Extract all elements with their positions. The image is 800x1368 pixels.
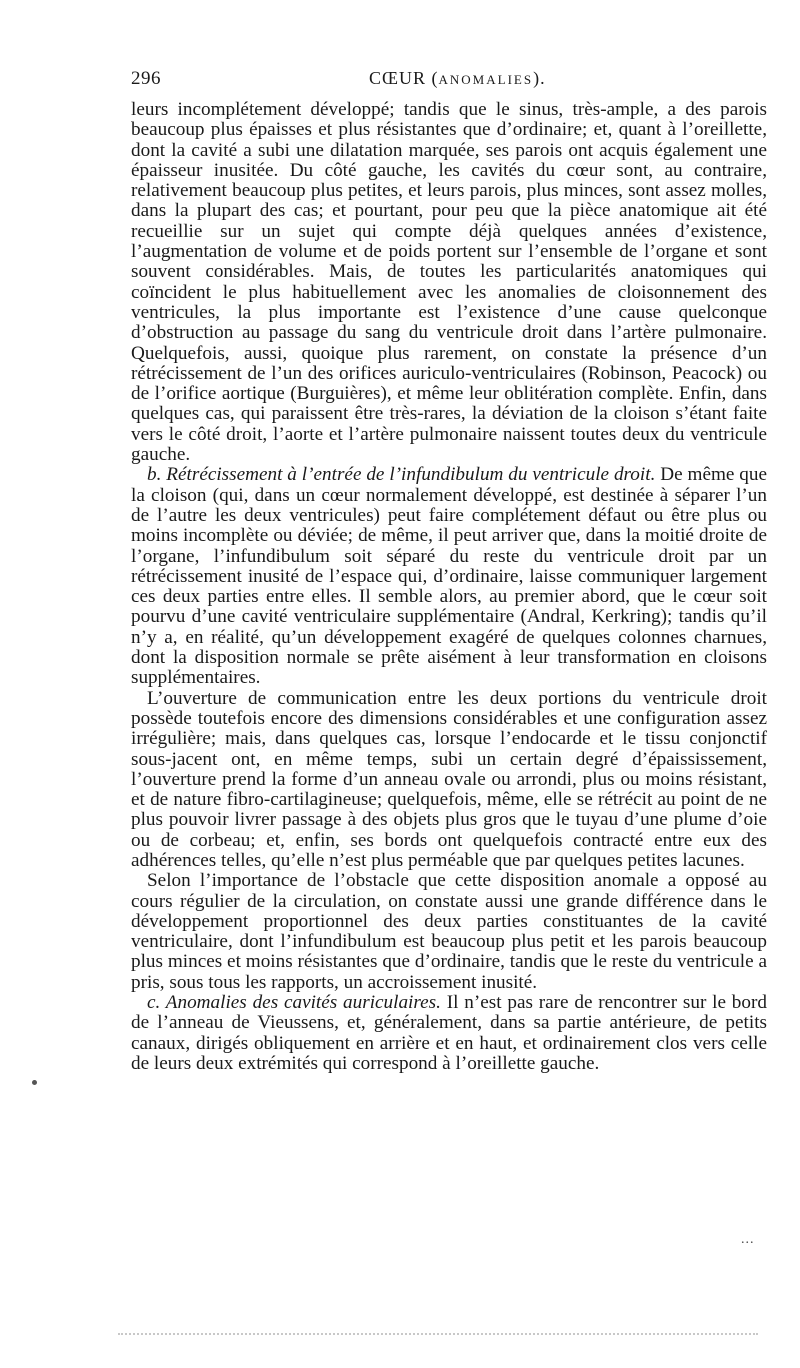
paragraph-obstacle: Selon l’importance de l’obstacle que cette disposition anomale a opposé au cours régulier de la circulation, on constate aussi une grande différence dans le développement proportionnel des deux parties constituantes de la cavité ventriculaire, dont l’infundibulum est beaucoup plus petit et les parois beaucoup plus minces et moins résistantes que d’ordinaire, tandis que le reste du ventricule a pris, sous tous les rapports, un accroissement inusité. <box>131 870 767 993</box>
margin-speck <box>32 1080 37 1085</box>
paragraph-section-b <box>131 465 767 688</box>
paragraph-section-c <box>131 993 767 1074</box>
running-title: CŒUR <box>369 68 427 88</box>
running-head: CŒUR (ANOMALIES). <box>369 68 546 88</box>
section-b-heading: b. Rétrécissement à l’entrée de l’infundibulum du ventricule droit. <box>147 464 656 486</box>
bleed-through-line <box>118 1333 758 1335</box>
section-c-heading: c. Anomalies des cavités auriculaires. <box>147 992 441 1014</box>
page-number: 296 <box>131 68 161 89</box>
body-text <box>131 100 767 1074</box>
paragraph-opening: L’ouverture de communication entre les deux portions du ventricule droit possède toutefois encore des dimensions considérables et une configuration assez irrégulière; mais, dans quelques cas, lorsque l’endocarde et le tissu conjonctif sous-jacent ont, en même temps, subi un certain degré d’épaississement, l’ouverture prend la forme d’un anneau ovale ou arrondi, plus ou moins résistant, et de nature fibro-cartilagineuse; quelquefois, même, elle se rétrécit au point de ne plus pouvoir livrer passage à des objets plus gros que le tuyau d’une plume d’oie ou de corbeau; et, enfin, ses bords ont quelquefois contracté entre eux des adhérences telles, qu’elle n’est plus perméable que par quelques petites lacunes. <box>131 687 767 871</box>
page-header <box>131 68 767 98</box>
continuation-mark: ... <box>741 1232 755 1247</box>
paragraph-continuation: leurs incomplétement développé; tandis que le sinus, très-ample, a des parois beaucoup plus épaisses et plus résistantes que d’ordinaire; et, quant à l’oreillette, dont la cavité a subi une dilatation marquée, ses parois ont acquis également une épaisseur inusitée. Du côté gauche, les cavités du cœur sont, au contraire, relativement beaucoup plus petites, et leurs parois, plus minces, sont assez molles, dans la plupart des cas; et pourtant, pour peu que la pièce anatomique ait été recueillie sur un sujet qui compte déjà quelques années d’existence, l’augmentation de volume et de poids portent sur l’ensemble de l’organe et sont souvent considérables. Mais, de toutes les particularités anatomiques qui coïncident le plus habituellement avec les anomalies de cloisonnement des ventricules, la plus importante est l’existence d’une cause quelconque d’obstruction au passage du sang du ventricule droit dans l’artère pulmonaire. Quelquefois, aussi, quoique plus rarement, on constate la présence d’un rétrécissement de l’un des orifices auriculo-ventriculaires (Robinson, Peacock) ou de l’orifice aortique (Burguières), et même leur oblitération complète. Enfin, dans quelques cas, qui paraissent être très-rares, la déviation de la cloison s’étant faite vers le côté droit, l’aorte et l’artère pulmonaire naissent toutes deux du ventricule gauche. <box>131 99 767 466</box>
running-subtitle: ANOMALIES <box>438 72 534 87</box>
section-b-text: De même que la cloison (qui, dans un cœur normalement développé, est destinée à séparer l’un de l’autre les deux ventricules) peut faire complétement défaut ou être plus ou moins incomplète ou déviée; de même, il peut arriver que, dans la moitié droite de l’organe, l’infundibulum soit séparé du reste du ventricule droit par un rétrécissement inusité de l’espace qui, d’ordinaire, laisse communiquer largement ces deux parties entre elles. Il semble alors, au premier abord, que le cœur soit pourvu d’une cavité ventriculaire supplémentaire (Andral, Kerkring); tandis qu’il n’y a, en réalité, qu’un développement exagéré de quelques colonnes charnues, dont la disposition normale se prête aisément à leur transformation en cloisons supplémentaires. <box>131 464 767 689</box>
section-c-text: Il n’est pas rare de rencontrer sur le bord de l’anneau de Vieussens, et, généralement, dans sa partie antérieure, de petits canaux, dirigés obliquement en arrière et en haut, et ordinairement clos vers celle de leurs deux extrémités qui correspond à l’oreillette gauche. <box>131 992 767 1074</box>
